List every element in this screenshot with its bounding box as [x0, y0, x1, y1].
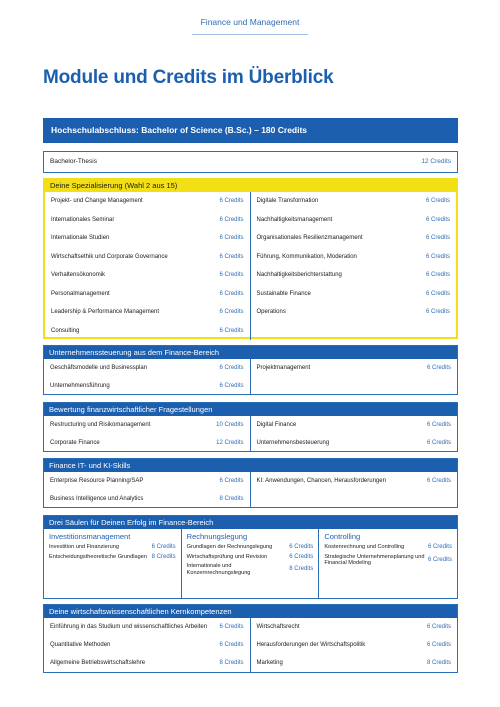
- module-credits: 6 Credits: [426, 365, 451, 371]
- section-title: Deine wirtschaftswissenschaftlichen Kernkompetenzen: [44, 605, 457, 618]
- section-title: Unternehmenssteuerung aus dem Finance-Bereich: [44, 346, 457, 359]
- module-credits: 6 Credits: [427, 544, 452, 550]
- page-title: Module und Credits im Überblick: [43, 67, 334, 88]
- module-credits: 6 Credits: [219, 327, 244, 334]
- module-name: Geschäftsmodelle und Businessplan: [50, 365, 148, 371]
- module-name: Leadership & Performance Management: [51, 309, 160, 316]
- module-row: [49, 544, 176, 551]
- specialization-right-column: [251, 192, 457, 340]
- module-credits: 6 Credits: [219, 198, 244, 205]
- section-grid: [44, 359, 457, 395]
- module-credits: 6 Credits: [425, 253, 450, 260]
- module-name: Operations: [256, 309, 286, 316]
- module-name: Nachhaltigkeitsberichterstattung: [256, 272, 342, 279]
- module-row: [45, 266, 250, 285]
- thesis-credits: 12 Credits: [421, 158, 451, 165]
- module-row: [44, 434, 250, 452]
- module-row: [187, 554, 314, 561]
- module-credits: 6 Credits: [219, 309, 244, 316]
- module-credits: 6 Credits: [425, 272, 450, 279]
- module-row: [45, 229, 250, 248]
- module-credits: 6 Credits: [219, 642, 244, 648]
- document-category: Finance und Management: [200, 17, 300, 27]
- module-name: Corporate Finance: [50, 440, 100, 446]
- module-name: Herausforderungen der Wirtschaftspolitik: [256, 642, 366, 648]
- module-credits: 6 Credits: [219, 624, 244, 630]
- module-name: Business Intelligence und Analytics: [50, 496, 144, 502]
- module-row: [251, 359, 458, 377]
- module-row: [251, 192, 457, 211]
- section-title: Deine Spezialisierung (Wahl 2 aus 15): [45, 180, 456, 192]
- module-row: [251, 285, 457, 304]
- module-credits: 8 Credits: [426, 660, 451, 666]
- module-row: [251, 654, 458, 672]
- section-title: Finance IT- und KI-Skills: [44, 459, 457, 472]
- module-name: Quantitative Methoden: [50, 642, 111, 648]
- pillar-column: [182, 529, 320, 599]
- pillars-grid: [44, 529, 457, 599]
- pillar-title: Investitionsmanagement: [49, 532, 131, 541]
- valuation-section: [43, 402, 458, 452]
- module-row: [44, 654, 250, 672]
- module-row: [251, 636, 458, 654]
- section-title: Drei Säulen für Deinen Erfolg im Finance-Bereich: [44, 516, 457, 529]
- module-name: Marketing: [256, 660, 283, 666]
- module-name: Einführung in das Studium und wissenschaftliches Arbeiten: [50, 624, 208, 630]
- module-row: [45, 192, 250, 211]
- core-left-column: [44, 618, 251, 672]
- it-left-column: [44, 472, 251, 508]
- module-row: [45, 303, 250, 322]
- module-credits: 6 Credits: [151, 544, 176, 550]
- module-row: [187, 544, 314, 551]
- core-right-column: [251, 618, 458, 672]
- module-row: [251, 266, 457, 285]
- module-name: Unternehmensführung: [50, 383, 110, 389]
- module-credits: 6 Credits: [425, 198, 450, 205]
- module-credits: 6 Credits: [426, 478, 451, 484]
- it-section: [43, 458, 458, 508]
- section-grid: [44, 472, 457, 508]
- module-row: [44, 636, 250, 654]
- module-name: Internationales Seminar: [51, 216, 115, 223]
- pillar-column: [44, 529, 182, 599]
- module-name: Enterprise Resource Planning/SAP: [50, 478, 144, 484]
- module-row: [251, 211, 457, 230]
- module-credits: 6 Credits: [426, 422, 451, 428]
- module-row: [45, 248, 250, 267]
- module-name: Sustainable Finance: [256, 290, 311, 297]
- module-credits: 10 Credits: [216, 422, 244, 428]
- module-credits: 6 Credits: [425, 309, 450, 316]
- module-row: [44, 618, 250, 636]
- pillars-section: [43, 515, 458, 599]
- module-row: [44, 377, 250, 395]
- specialization-left-column: [45, 192, 251, 340]
- module-credits: 8 Credits: [219, 496, 244, 502]
- module-credits: 6 Credits: [219, 365, 244, 371]
- module-row: [251, 472, 458, 490]
- module-credits: 6 Credits: [425, 216, 450, 223]
- module-name: Wirtschaftsethik und Corporate Governance: [51, 253, 168, 260]
- module-row: [44, 416, 250, 434]
- module-row: [44, 490, 250, 508]
- module-row: [251, 229, 457, 248]
- section-grid: [45, 192, 456, 340]
- module-row: [45, 211, 250, 230]
- module-credits: 12 Credits: [216, 440, 244, 446]
- module-row: [251, 416, 458, 434]
- module-name: Entscheidungstheoretische Grundlagen: [49, 553, 147, 560]
- module-name: Consulting: [51, 327, 80, 334]
- module-name: Projekt- und Change Management: [51, 198, 143, 205]
- thesis-row: [43, 151, 458, 173]
- module-name: Nachhaltigkeitsmanagement: [256, 216, 333, 223]
- module-name: Internationale Studien: [51, 235, 110, 242]
- valuation-left-column: [44, 416, 251, 452]
- module-name: Investition und Finanzierung: [49, 544, 119, 550]
- module-name: Grundlagen der Rechnungslegung: [186, 544, 273, 550]
- module-name: Digital Finance: [256, 422, 297, 428]
- module-credits: 6 Credits: [425, 235, 450, 242]
- module-row: [251, 618, 458, 636]
- specialization-section: [43, 178, 458, 339]
- module-credits: 6 Credits: [219, 235, 244, 242]
- module-credits: 6 Credits: [219, 383, 244, 389]
- module-row: [49, 554, 176, 561]
- module-credits: 6 Credits: [426, 440, 451, 446]
- module-credits: 6 Credits: [426, 642, 451, 648]
- module-credits: 6 Credits: [426, 624, 451, 630]
- module-row: [44, 472, 250, 490]
- section-title: Bewertung finanzwirtschaftlicher Fragestellungen: [44, 403, 457, 416]
- module-name: Strategische Unternehmensplanung und Financial Modeling: [324, 553, 425, 566]
- section-grid: [44, 416, 457, 452]
- module-credits: 6 Credits: [427, 556, 452, 563]
- pillar-title: Controlling: [324, 532, 361, 541]
- section-grid: [44, 618, 457, 672]
- module-row: [251, 434, 458, 452]
- module-credits: 6 Credits: [219, 290, 244, 297]
- steering-left-column: [44, 359, 251, 395]
- module-row: [324, 554, 452, 567]
- module-name: Verhaltensökonomik: [51, 272, 106, 279]
- module-credits: 6 Credits: [219, 253, 244, 260]
- module-credits: 6 Credits: [219, 478, 244, 484]
- module-name: Digitale Transformation: [256, 198, 319, 205]
- header-divider: [192, 34, 308, 35]
- module-row: [251, 248, 457, 267]
- module-credits: 6 Credits: [219, 216, 244, 223]
- module-name: Unternehmensbesteuerung: [256, 440, 330, 446]
- module-name: Allgemeine Betriebswirtschaftslehre: [50, 660, 146, 666]
- pillar-column: [319, 529, 457, 599]
- module-credits: 8 Credits: [219, 660, 244, 666]
- module-credits: 6 Credits: [289, 544, 314, 550]
- module-name: Restructuring und Risikomanagement: [50, 422, 151, 428]
- module-name: Personalmanagement: [51, 290, 110, 297]
- core-section: [43, 604, 458, 673]
- module-name: Wirtschaftsrecht: [256, 624, 300, 630]
- degree-banner: Hochschulabschluss: Bachelor of Science (B.Sc.) – 180 Credits: [43, 118, 458, 143]
- valuation-right-column: [251, 416, 458, 452]
- module-name: Kostenrechnung und Controlling: [324, 544, 405, 550]
- thesis-name: Bachelor-Thesis: [50, 158, 97, 165]
- module-row: [45, 285, 250, 304]
- module-name: Organisationales Resilienzmanagement: [256, 235, 363, 242]
- module-name: Führung, Kommunikation, Moderation: [256, 253, 357, 260]
- module-name: Internationale und Konzernrechnungslegung: [186, 563, 251, 576]
- it-right-column: [251, 472, 458, 508]
- module-credits: 6 Credits: [219, 272, 244, 279]
- module-row: [324, 544, 452, 551]
- module-name: KI: Anwendungen, Chancen, Herausforderungen: [256, 478, 386, 484]
- module-credits: 8 Credits: [289, 566, 314, 573]
- module-row: [45, 322, 250, 341]
- module-name: Projektmanagement: [256, 365, 311, 371]
- module-row: [44, 359, 250, 377]
- module-credits: 6 Credits: [289, 553, 314, 560]
- module-row: [251, 303, 457, 322]
- steering-section: [43, 345, 458, 395]
- module-row: [187, 563, 314, 576]
- module-credits: 6 Credits: [425, 290, 450, 297]
- module-name: Wirtschaftsprüfung und Revision: [186, 553, 268, 560]
- pillar-title: Rechnungslegung: [186, 532, 248, 541]
- module-credits: 8 Credits: [151, 553, 176, 560]
- steering-right-column: [251, 359, 458, 395]
